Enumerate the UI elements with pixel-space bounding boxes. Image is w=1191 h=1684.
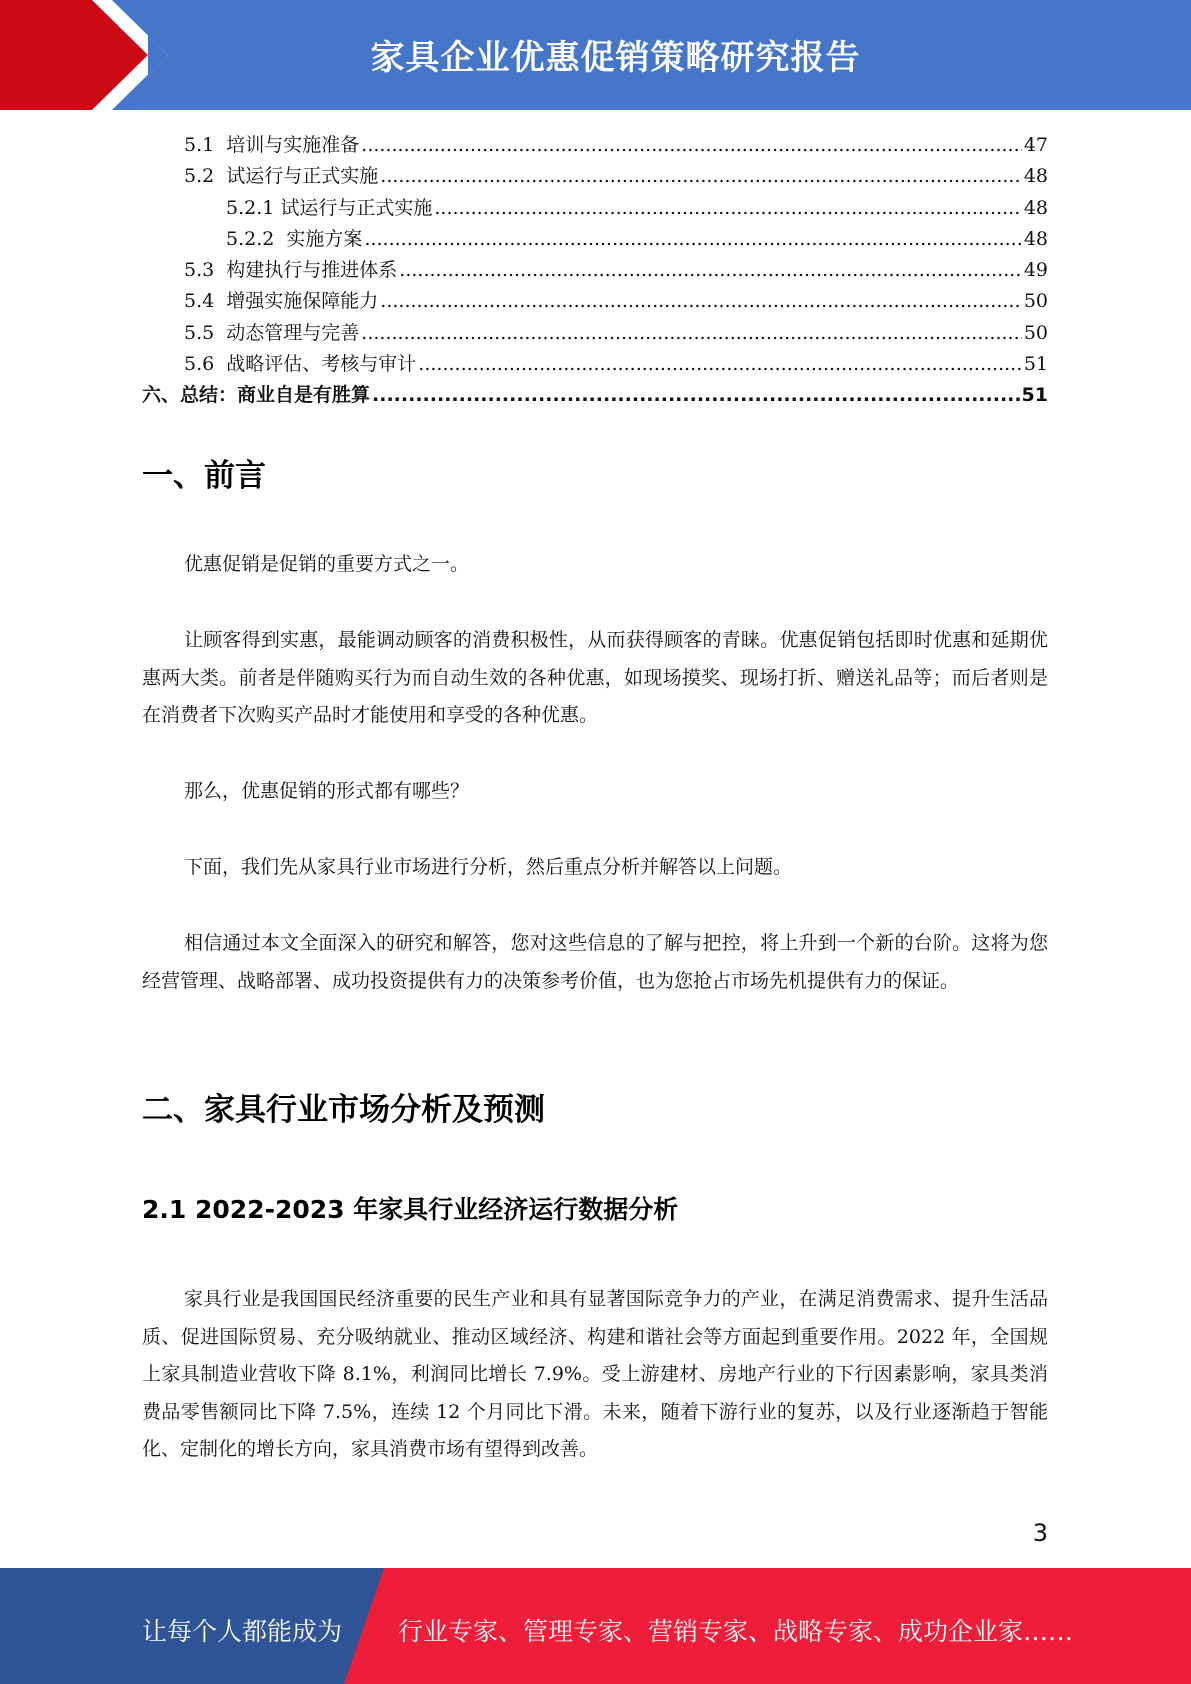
toc-entry-label: 5.2.2 实施方案 bbox=[226, 227, 363, 250]
toc-entry-page: 48 bbox=[1023, 227, 1048, 250]
toc-entry-label: 5.5 动态管理与完善 bbox=[184, 321, 360, 344]
toc-entry[interactable] bbox=[142, 193, 1048, 224]
toc-entry-page: 50 bbox=[1023, 290, 1048, 313]
paragraph: 那么，优惠促销的形式都有哪些？ bbox=[184, 780, 470, 802]
toc-entry[interactable] bbox=[142, 161, 1048, 192]
toc-leader bbox=[418, 353, 1022, 375]
section-heading: 二、家具行业市场分析及预测 bbox=[142, 1092, 545, 1128]
toc-entry-label: 5.2.1 试运行与正式实施 bbox=[226, 196, 433, 219]
paragraph: 家具行业是我国国民经济重要的民生产业和具有显著国际竞争力的产业，在满足消费需求、提升生活品质、促进国际贸易、充分吸纳就业、推动区域经济、构建和谐社会等方面起到重要作用。2022 年，全国规上家具制造业营收下降 8.1%，利润同比增长 7.9%。受上游建材、房地产行业的下行因素影响，家具类消费品零售额同比下降 7.5%，连续 12 个月同比下滑。未来，随着下游行业的复苏，以及行业逐渐趋于智能化、定制化的增长方向，家具消费市场有望得到改善。 bbox=[142, 1288, 1048, 1460]
toc-leader bbox=[399, 259, 1022, 281]
toc-leader bbox=[364, 228, 1021, 250]
toc-entry-label: 5.3 构建执行与推进体系 bbox=[184, 259, 398, 282]
report-title: 家具企业优惠促销策略研究报告 bbox=[370, 38, 861, 78]
toc-entry[interactable] bbox=[142, 349, 1048, 380]
toc-entry-label: 5.4 增强实施保障能力 bbox=[184, 290, 379, 313]
toc-entry-label: 5.6 战略评估、考核与审计 bbox=[184, 353, 417, 376]
toc-leader bbox=[361, 134, 1022, 156]
toc-entry-chapter[interactable] bbox=[142, 380, 1048, 411]
subsection-heading: 2.1 2022-2023 年家具行业经济运行数据分析 bbox=[142, 1195, 679, 1224]
table-of-contents bbox=[142, 130, 1048, 412]
toc-entry[interactable] bbox=[142, 318, 1048, 349]
paragraph: 优惠促销是促销的重要方式之一。 bbox=[184, 553, 470, 575]
toc-leader bbox=[380, 165, 1022, 187]
toc-leader bbox=[380, 290, 1022, 312]
toc-entry[interactable] bbox=[142, 286, 1048, 317]
toc-leader bbox=[372, 384, 1020, 406]
toc-entry-label: 5.2 试运行与正式实施 bbox=[184, 165, 379, 188]
toc-entry-label: 5.1 培训与实施准备 bbox=[184, 134, 360, 156]
footer-band bbox=[0, 1568, 1191, 1684]
paragraph: 下面，我们先从家具行业市场进行分析，然后重点分析并解答以上问题。 bbox=[184, 856, 793, 878]
toc-entry-page: 49 bbox=[1023, 259, 1048, 282]
footer-slogan-right: 行业专家、管理专家、营销专家、战略专家、成功企业家…… bbox=[398, 1617, 1074, 1646]
toc-entry[interactable] bbox=[142, 130, 1048, 161]
toc-entry-page: 51 bbox=[1023, 353, 1048, 376]
toc-entry-page: 50 bbox=[1023, 321, 1048, 344]
section-heading: 一、前言 bbox=[142, 458, 266, 494]
paragraph: 让顾客得到实惠，最能调动顾客的消费积极性，从而获得顾客的青睐。优惠促销包括即时优惠和延期优惠两大类。前者是伴随购买行为而自动生效的各种优惠，如现场摸奖、现场打折、赠送礼品等；而后者则是在消费者下次购买产品时才能使用和享受的各种优惠。 bbox=[142, 629, 1048, 726]
toc-entry-page: 47 bbox=[1023, 134, 1048, 156]
footer-slogan-left: 让每个人都能成为 bbox=[142, 1617, 343, 1646]
toc-entry-page: 48 bbox=[1023, 196, 1048, 219]
page-number: 3 bbox=[1032, 1519, 1048, 1547]
toc-entry[interactable] bbox=[142, 255, 1048, 286]
toc-entry[interactable] bbox=[142, 224, 1048, 255]
toc-leader bbox=[361, 322, 1022, 344]
paragraph: 相信通过本文全面深入的研究和解答，您对这些信息的了解与把控，将上升到一个新的台阶。这将为您经营管理、战略部署、成功投资提供有力的决策参考价值，也为您抢占市场先机提供有力的保证。 bbox=[142, 932, 1048, 992]
toc-leader bbox=[434, 197, 1021, 219]
toc-entry-label: 六、总结：商业自是有胜算 bbox=[142, 384, 371, 407]
toc-entry-page: 51 bbox=[1021, 384, 1048, 407]
toc-entry-page: 48 bbox=[1023, 165, 1048, 188]
header-band bbox=[0, 0, 1191, 110]
